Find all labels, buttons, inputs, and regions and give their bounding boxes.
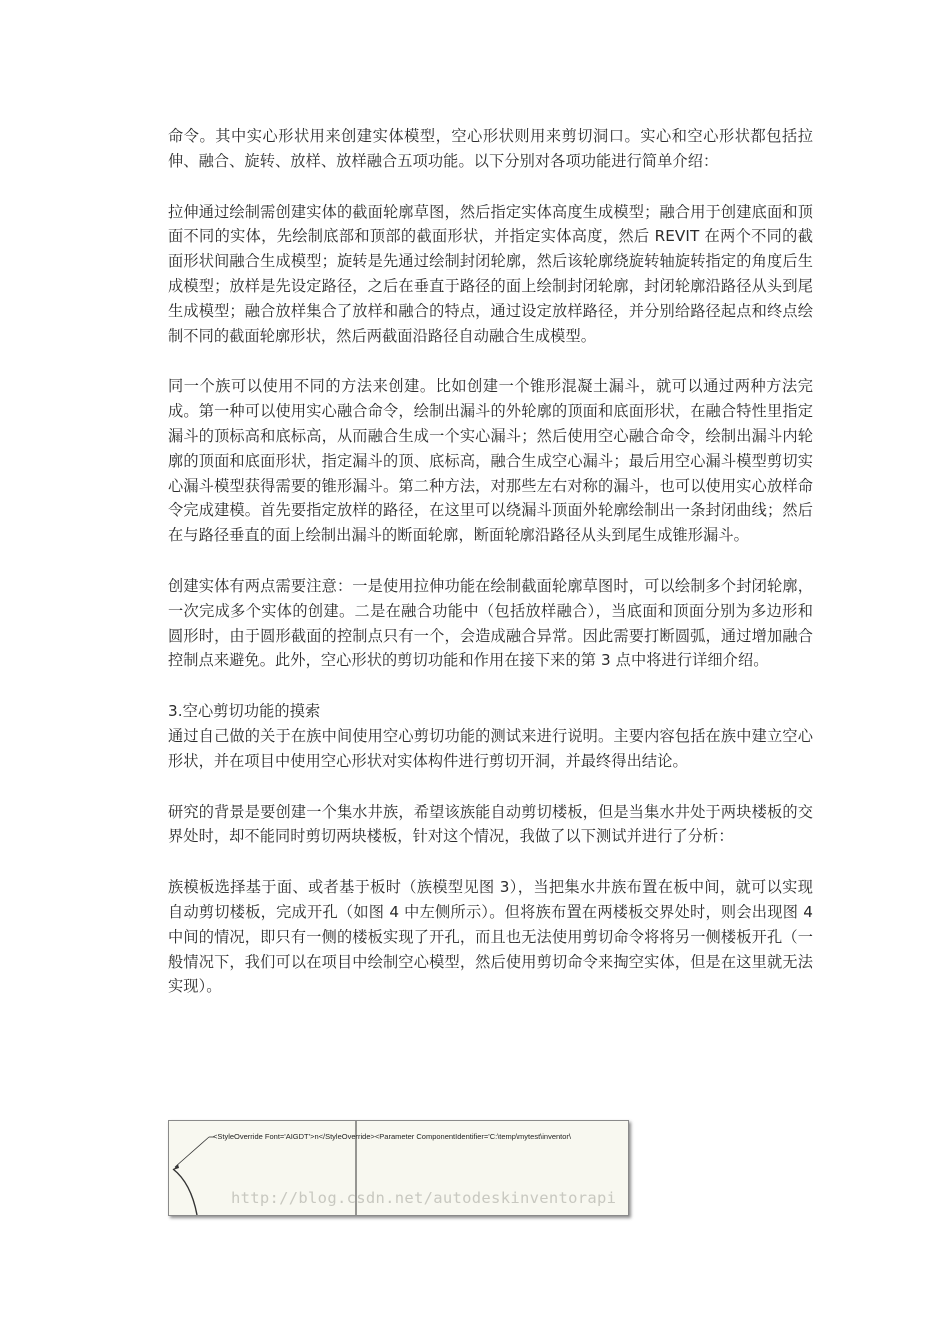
document-body xyxy=(168,124,813,1025)
paragraph-2: 拉伸通过绘制需创建实体的截面轮廓草图，然后指定实体高度生成模型；融合用于创建底面和顶面不同的实体，先绘制底部和顶部的截面形状，并指定实体高度，然后 REVIT 在两个不同的截面形状间融合生成模型；旋转是先通过绘制封闭轮廓，然后该轮廓绕旋转轴旋转指定的角度后生成模型；放样是先设定路径，之后在垂直于路径的面上绘制封闭轮廓，封闭轮廓沿路径从头到尾生成模型；融合放样集合了放样和融合的特点，通过设定放样路径，并分别给路径起点和终点绘制不同的截面轮廓形状，然后两截面沿路径自动融合生成模型。 xyxy=(168,202,813,345)
leader-line xyxy=(175,1137,209,1167)
paragraph-5: 研究的背景是要创建一个集水井族，希望该族能自动剪切楼板，但是当集水井处于两块楼板的交界处时，却不能同时剪切两块楼板，针对这个情况，我做了以下测试并进行了分析： xyxy=(168,802,813,846)
section-intro: 通过自己做的关于在族中间使用空心剪切功能的测试来进行说明。主要内容包括在族中建立空心形状，并在项目中使用空心形状对实体构件进行剪切开洞，并最终得出结论。 xyxy=(168,726,813,770)
arrow-head-icon xyxy=(173,1164,179,1170)
paragraph-6: 族模板选择基于面、或者基于板时（族模型见图 3），当把集水井族布置在板中间，就可以实现自动剪切楼板，完成开孔（如图 4 中左侧所示）。但将族布置在两楼板交界处时，则会出现图 4 中间的情况，即只有一侧的楼板实现了开孔，而且也无法使用剪切命令将将另一侧楼板开孔（一般情况下，我们可以在项目中绘制空心模型，然后使用剪切命令来掏空实体，但是在这里就无法实现）。 xyxy=(168,878,813,996)
paragraph-4: 创建实体有两点需要注意：一是使用拉伸功能在绘制截面轮廓草图时，可以绘制多个封闭轮廓，一次完成多个实体的创建。二是在融合功能中（包括放样融合），当底面和顶面分别为多边形和圆形时，由于圆形截面的控制点只有一个，会造成融合异常。因此需要打断圆弧，通过增加融合控制点来避免。此外，空心形状的剪切功能和作用在接下来的第 3 点中将进行详细介绍。 xyxy=(168,576,813,670)
paragraph-1: 命令。其中实心形状用来创建实体模型，空心形状则用来剪切洞口。实心和空心形状都包括拉伸、融合、旋转、放样、放样融合五项功能。以下分别对各项功能进行简单介绍： xyxy=(168,127,813,170)
arc-curve xyxy=(173,1169,197,1215)
figure-code-text: <StyleOverride Font='AIGDT'>n</StyleOverride><Parameter ComponentIdentifier='C:\temp\mytest\inventor\ xyxy=(213,1132,571,1141)
section-heading: 3.空心剪切功能的摸索 xyxy=(168,702,321,721)
watermark-text: http://blog.csdn.net/autodeskinventorapi xyxy=(231,1189,617,1207)
paragraph-3: 同一个族可以使用不同的方法来创建。比如创建一个锥形混凝土漏斗，就可以通过两种方法完成。第一种可以使用实心融合命令，绘制出漏斗的外轮廓的顶面和底面形状，在融合特性里指定漏斗的顶标高和底标高，从而融合生成一个实心漏斗；然后使用空心融合命令，绘制出漏斗内轮廓的顶面和底面形状，指定漏斗的顶、底标高，融合生成空心漏斗；最后用空心漏斗模型剪切实心漏斗模型获得需要的锥形漏斗。第二种方法，对那些左右对称的漏斗，也可以使用实心放样命令完成建模。首先要指定放样的路径，在这里可以绕漏斗顶面外轮廓绘制出一条封闭曲线；然后在与路径垂直的面上绘制出漏斗的断面轮廓，断面轮廓沿路径从头到尾生成锥形漏斗。 xyxy=(168,377,813,545)
figure-screenshot xyxy=(168,1120,629,1216)
